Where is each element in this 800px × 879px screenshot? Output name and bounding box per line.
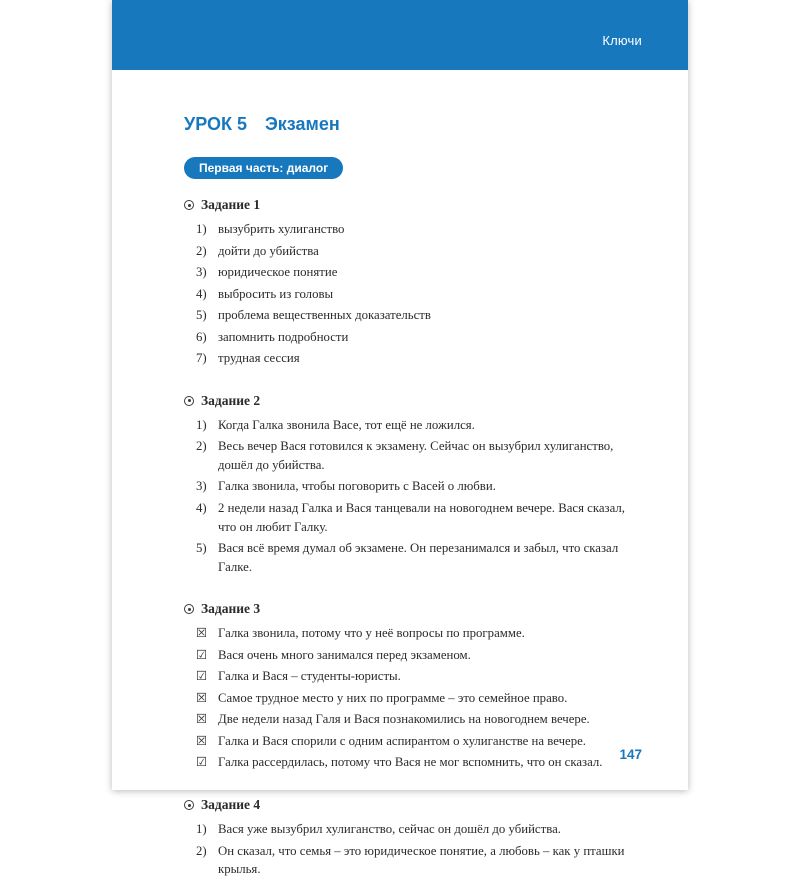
checked-box-icon: ☑ <box>196 646 208 662</box>
list-item <box>196 306 642 325</box>
checked-box-icon: ☑ <box>196 754 208 770</box>
circle-dot-icon <box>184 200 194 210</box>
task-title: Задание 2 <box>201 392 261 408</box>
item-text: запомнить подробности <box>218 329 349 344</box>
checked-box-icon: ☑ <box>196 668 208 684</box>
item-text: Вася всё время думал об экзамене. Он перезанимался и забыл, что сказал Галке. <box>218 541 619 574</box>
circle-dot-icon <box>184 396 194 406</box>
task-heading <box>184 393 642 409</box>
item-number: 5) <box>196 541 207 556</box>
item-number: 3) <box>196 479 207 494</box>
task-section <box>184 601 642 772</box>
crossed-box-icon: ☒ <box>196 625 208 641</box>
list-item <box>196 732 642 751</box>
page-content <box>112 70 688 879</box>
item-number: 2) <box>196 243 207 258</box>
task-title: Задание 4 <box>201 797 261 813</box>
task-section <box>184 393 642 576</box>
item-text: Галка звонила, потому что у неё вопросы по программе. <box>218 626 525 641</box>
item-text: вызубрить хулиганство <box>218 222 345 236</box>
item-text: дойти до убийства <box>218 243 319 258</box>
item-text: проблема вещественных доказательств <box>218 308 431 323</box>
item-text: Галка звонила, чтобы поговорить с Васей о любви. <box>218 479 496 494</box>
item-number: 7) <box>196 351 207 366</box>
item-text: трудная сессия <box>218 351 300 366</box>
list-item <box>196 477 642 496</box>
item-text: Самое трудное место у них по программе – это семейное право. <box>218 690 568 705</box>
item-text: юридическое понятие <box>218 265 338 280</box>
task-title: Задание 1 <box>201 197 261 212</box>
item-text: Две недели назад Галя и Вася познакомились на новогоднем вечере. <box>218 712 590 727</box>
item-number: 6) <box>196 329 207 344</box>
crossed-box-icon: ☒ <box>196 732 208 748</box>
item-text: Весь вечер Вася готовился к экзамену. Сейчас он вызубрил хулиганство, дошёл до убийства. <box>218 439 614 472</box>
crossed-box-icon: ☒ <box>196 689 208 705</box>
part-badge-label: Первая часть: диалог <box>199 161 329 175</box>
part-badge <box>184 157 343 179</box>
item-text: Галка рассердилась, потому что Вася не мог вспомнить, что он сказал. <box>218 755 603 770</box>
list-item <box>196 499 642 536</box>
list-item <box>196 842 642 879</box>
page-number: 147 <box>619 747 642 762</box>
circle-dot-icon <box>184 604 194 614</box>
list-item <box>196 263 642 282</box>
item-number: 2) <box>196 439 207 454</box>
crossed-box-icon: ☒ <box>196 711 208 727</box>
item-text: Вася уже вызубрил хулиганство, сейчас он дошёл до убийства. <box>218 822 561 837</box>
task-title: Задание 3 <box>201 601 261 617</box>
list-item <box>196 328 642 347</box>
list-item <box>196 242 642 261</box>
task-heading <box>184 197 642 213</box>
item-number: 1) <box>196 222 207 236</box>
item-text: Галка и Вася спорили с одним аспирантом о хулиганстве на вечере. <box>218 733 586 748</box>
item-text: 2 недели назад Галка и Вася танцевали на новогоднем вечере. Вася сказал, что он любит Галку. <box>218 501 625 534</box>
book-page <box>112 0 688 877</box>
list-item <box>196 539 642 576</box>
list-item <box>196 624 642 643</box>
list-item <box>196 646 642 665</box>
circle-dot-icon <box>184 800 194 810</box>
lesson-number: УРОК 5 <box>184 114 247 134</box>
list-item <box>196 220 642 239</box>
item-number: 1) <box>196 822 207 837</box>
list-item <box>196 753 642 772</box>
item-text: Галка и Вася – студенты-юристы. <box>218 669 401 684</box>
item-number: 5) <box>196 308 207 323</box>
list-item <box>196 285 642 304</box>
item-text: Вася очень много занимался перед экзаменом. <box>218 647 471 662</box>
item-number: 4) <box>196 286 207 301</box>
task-heading <box>184 797 642 813</box>
item-text: выбросить из головы <box>218 286 334 301</box>
item-number: 1) <box>196 417 207 432</box>
page-header-bar <box>112 0 688 70</box>
task-heading <box>184 601 642 617</box>
item-text: Он сказал, что семья – это юридическое понятие, а любовь – как у пташки крылья. <box>218 843 625 877</box>
header-label: Ключи <box>602 32 642 48</box>
item-number: 4) <box>196 501 207 516</box>
sections-container <box>184 197 642 879</box>
lesson-title <box>184 114 642 135</box>
task-section <box>184 797 642 879</box>
list-item <box>196 689 642 708</box>
list-item <box>196 437 642 474</box>
item-number: 3) <box>196 265 207 280</box>
lesson-name: Экзамен <box>264 114 340 134</box>
list-item <box>196 710 642 729</box>
item-number: 2) <box>196 843 207 858</box>
item-text: Когда Галка звонила Васе, тот ещё не ложился. <box>218 417 475 432</box>
list-item <box>196 667 642 686</box>
list-item <box>196 349 642 368</box>
list-item <box>196 416 642 435</box>
task-section <box>184 197 642 368</box>
list-item <box>196 820 642 839</box>
